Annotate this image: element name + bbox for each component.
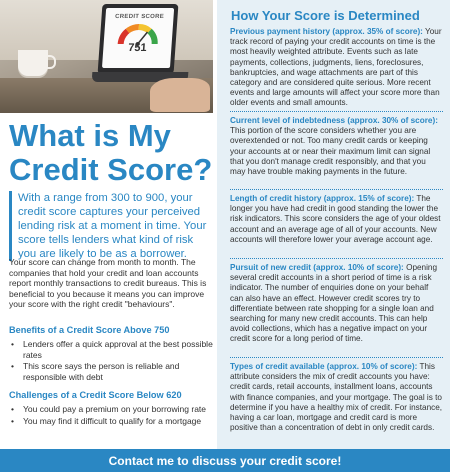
factor-new-credit <box>230 263 443 345</box>
page-title-line-2: Credit Score? <box>9 152 213 187</box>
page-title-line-1: What is My <box>9 118 171 153</box>
screen-title: CREDIT SCORE <box>114 14 165 20</box>
intro-callout: With a range from 300 to 900, your credit score captures your perceived lending risk at a moment in time. Your score tells lenders what kind of risk you are likely to be as a borrower. <box>9 191 211 261</box>
header-photo <box>0 0 213 113</box>
challenges-list <box>9 404 213 427</box>
list-item: • Lenders offer a quick approval at the best possible rates <box>9 339 213 360</box>
footer-banner <box>0 449 450 472</box>
factor-text: This portion of the score considers whether you are overextended or not. Too many credit cards or keeping your accounts at or near their maximum limit can signal that you don't manage credit responsibly, and that you may have trouble making payments in the future. <box>230 126 431 177</box>
list-item: • This score says the person is reliable and responsible with debt <box>9 361 213 382</box>
page-title <box>9 119 214 187</box>
factor-payment-history <box>230 27 443 109</box>
list-item: • You may find it difficult to qualify for a mortgage <box>9 416 213 427</box>
divider <box>230 111 443 112</box>
divider <box>230 357 443 358</box>
coffee-cup-icon <box>18 50 48 76</box>
section-title: How Your Score is Determined <box>231 8 420 23</box>
laptop-icon <box>98 4 179 74</box>
screen-score-value: 751 <box>127 42 147 54</box>
challenges-heading: Challenges of a Credit Score Below 620 <box>9 390 182 400</box>
factor-credit-types <box>230 362 443 433</box>
divider <box>230 258 443 259</box>
factor-text: Opening several credit accounts in a short period of time is a risk indicator. The number of enquiries done on your behalf can also have an effect. However credit scores try to differentiate between rate shopping for a single loan and searching for many new credit accounts. This can help avoid collections, which has a negative impact on your credit score for a long period of time. <box>230 263 438 344</box>
factor-credit-history-length <box>230 194 443 245</box>
laptop-screen <box>102 8 174 68</box>
hand-icon <box>150 78 210 112</box>
factor-text: The longer you have had credit in good standing the lower the risk indicators. This score considers the age of your oldest account and an average age of all of your accounts. New accounts will therefore lower your average account age. <box>230 194 441 244</box>
factor-indebtedness <box>230 116 443 177</box>
divider <box>230 189 443 190</box>
list-item: • You could pay a premium on your borrowing rate <box>9 404 213 415</box>
footer-cta-text: Contact me to discuss your credit score! <box>108 453 342 468</box>
factor-heading: Previous payment history (approx. 35% of score): <box>230 27 423 36</box>
benefits-list <box>9 339 213 383</box>
benefits-heading: Benefits of a Credit Score Above 750 <box>9 325 170 335</box>
body-paragraph: Your score can change from month to month. The companies that hold your credit and loan accounts report monthly transactions to credit bureaus. This is beneficial to you because it means you can improve your score with the right credit "behaviours". <box>9 257 207 310</box>
factor-heading: Types of credit available (approx. 10% of score): <box>230 362 418 371</box>
factor-heading: Length of credit history (approx. 15% of score): <box>230 194 415 203</box>
factor-text: This attribute considers the mix of credit accounts you have: credit cards, retail accounts, installment loans, accounts with finance companies, and your mortgage. The goal is to determine if you have a healthy mix of credit. For instance, having a car loan, mortgage and credit card is more positive than a concentration of debt in only credit cards. <box>230 362 443 433</box>
factor-heading: Current level of indebtedness (approx. 30% of score): <box>230 116 438 125</box>
factor-text: Your track record of paying your credit accounts on time is the most heavily weighted attribute. Events such as late payments, collections, judgments, liens, foreclosures, bankruptcies, and wage attachments are part of this category and are considered quite serious. More recent events and large amounts will affect your score more than older events and small amounts. <box>230 27 442 108</box>
factor-heading: Pursuit of new credit (approx. 10% of score): <box>230 263 404 272</box>
